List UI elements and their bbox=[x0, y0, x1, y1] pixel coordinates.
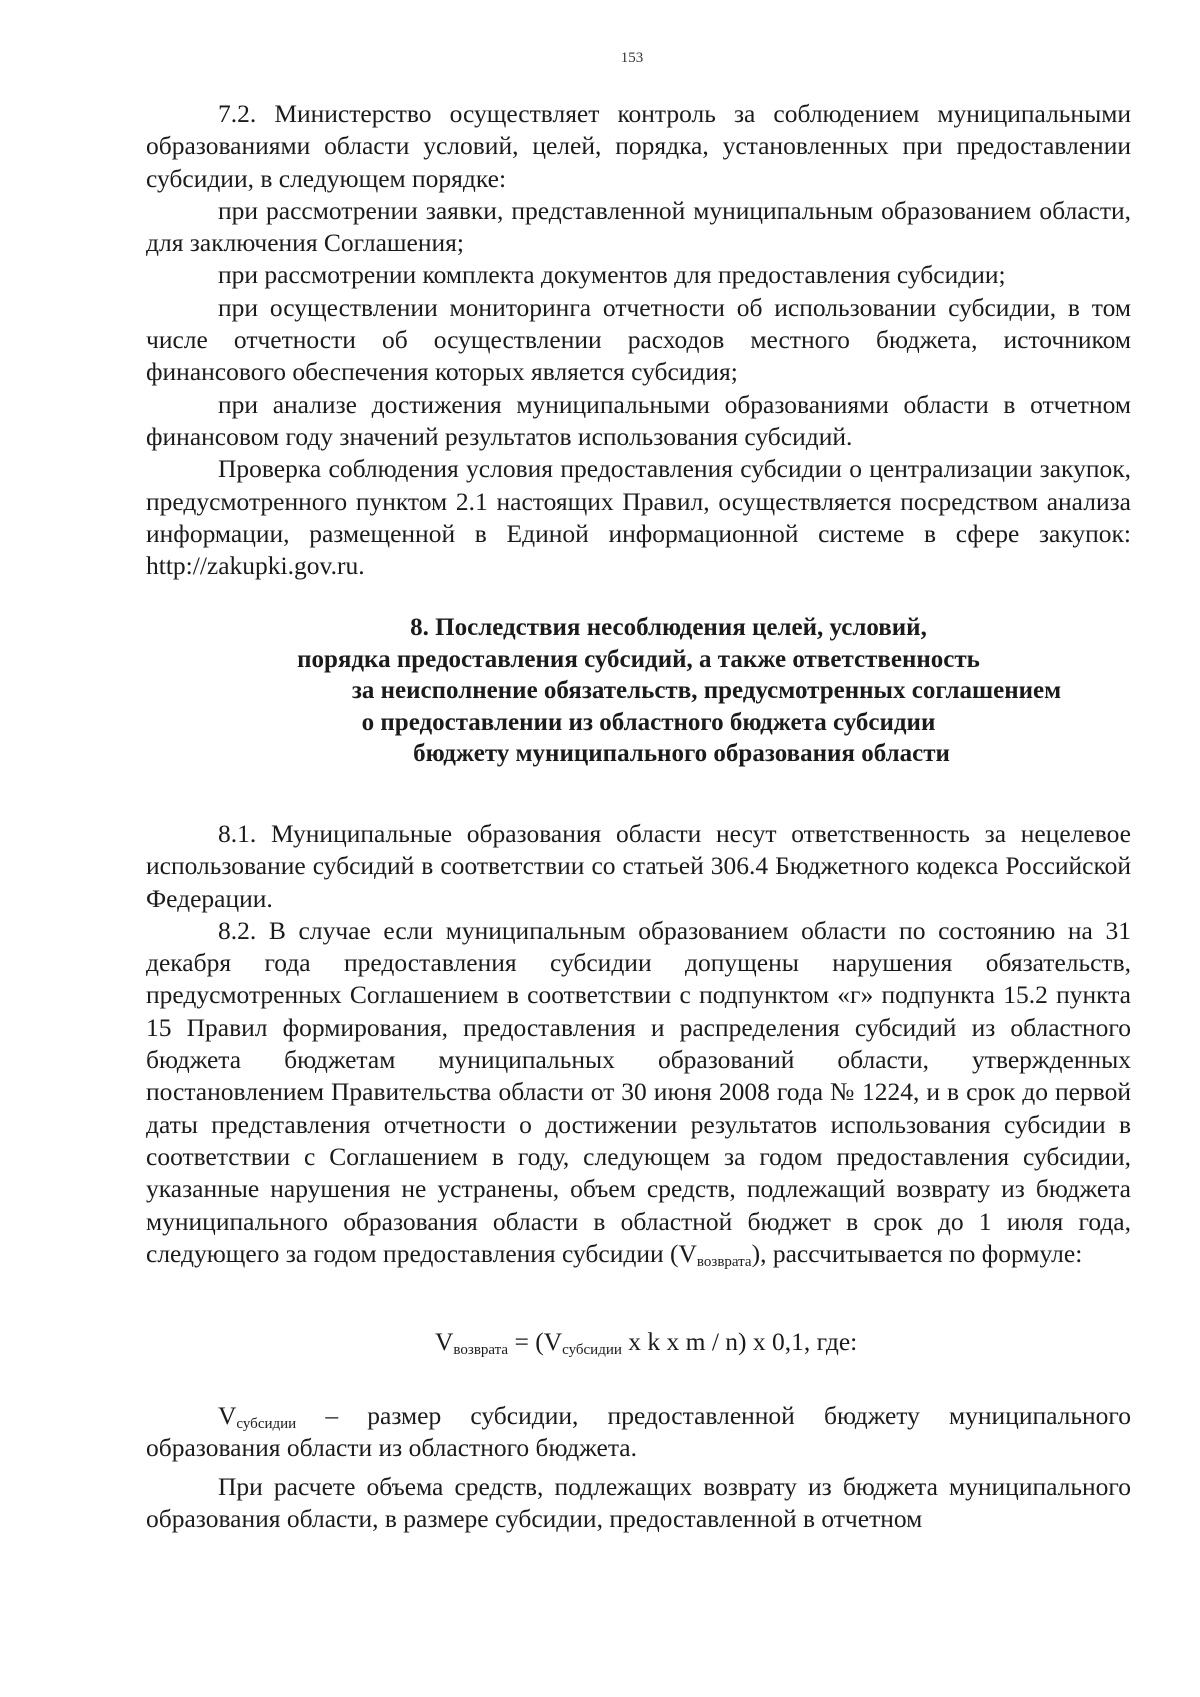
section-8-heading bbox=[146, 612, 1131, 770]
paragraph-reporting-monitoring: при осуществлении мониторинга отчетности об использовании субсидии, в том числе отчетности об осуществлении расходов местного бюджета, источником финансового обеспечения которых является субсидия; bbox=[146, 292, 1131, 387]
formula-lhs-sub: возврата bbox=[453, 1342, 509, 1358]
formula-rhs: x k x m / n) x 0,1, где: bbox=[621, 1327, 858, 1356]
definition-v-subsidii bbox=[146, 1400, 1131, 1465]
paragraph-8-1: 8.1. Муниципальные образования области несут ответственность за нецелевое использование субсидий в соответствии со статьей 306.4 Бюджетного кодекса Российской Федерации. bbox=[146, 819, 1131, 913]
formula-lhs: V bbox=[435, 1327, 454, 1356]
page-number: 153 bbox=[620, 50, 644, 66]
paragraph-7-2: 7.2. Министерство осуществляет контроль за соблюдением муниципальными образованиями области условий, целей, порядка, установленных при предоставлении субсидии, в следующем порядке: bbox=[146, 99, 1131, 193]
paragraph-application-review: при рассмотрении заявки, представленной муниципальным образованием области, для заключения Соглашения; bbox=[146, 195, 1131, 258]
heading-line: о предоставлении из областного бюджета субсидии bbox=[361, 708, 936, 736]
definition-symbol: V bbox=[218, 1401, 237, 1430]
section-8 bbox=[146, 818, 1131, 1270]
definitions bbox=[146, 1400, 1131, 1541]
paragraph-calculation: При расчете объема средств, подлежащих возврату из бюджета муниципального образования области, в размере субсидии, предоставленной в отчетном bbox=[146, 1471, 1131, 1533]
formula-mid: = (V bbox=[508, 1327, 563, 1356]
definition-text: – размер субсидии, предоставленной бюджету муниципального образования области из областного бюджета. bbox=[146, 1401, 1131, 1463]
paragraph-procurement-check: Проверка соблюдения условия предоставления субсидии о централизации закупок, предусмотренного пунктом 2.1 настоящих Правил, осуществляется посредством анализа информации, размещенной в Единой информационной системе в сфере закупок: http://zakupki.gov.ru. bbox=[146, 454, 1131, 581]
definition-symbol-sub: субсидии bbox=[236, 1416, 297, 1432]
heading-line: за неисполнение обязательств, предусмотренных соглашением bbox=[351, 677, 1062, 704]
heading-line: порядка предоставления субсидий, а также ответственность bbox=[297, 645, 980, 673]
formula-mid-sub: субсидии bbox=[562, 1342, 622, 1358]
section-7-2 bbox=[146, 98, 1131, 582]
refund-formula bbox=[435, 1326, 857, 1358]
paragraph-8-2 bbox=[146, 915, 1131, 1270]
paragraph-8-2-tail: ), рассчитывается по формуле: bbox=[751, 1238, 1083, 1268]
paragraph-8-2-text: 8.2. В случае если муниципальным образованием области по состоянию на 31 декабря года предоставления субсидии допущены нарушения обязательств, предусмотренных Соглашением в соответствии с подпунктом «г» подпункта 15.2 пункта 15 Правил формирования, предоставления и распределения субсидий из областного бюджета бюджетам муниципальных образований области, утвержденных постановлением Правительства области от 30 июня 2008 года № 1224, и в срок до первой даты представления отчетности о достижении результатов использования субсидии в соответствии с Соглашением в году, следующем за годом предоставления субсидии, указанные нарушения не устранены, объем средств, подлежащий возврату из бюджета муниципального образования области в областной бюджет в срок до 1 июля года, следующего за годом предоставления субсидии (V bbox=[146, 915, 1131, 1268]
paragraph-results-analysis: при анализе достижения муниципальными образованиями области в отчетном финансовом году значений результатов использования субсидий. bbox=[146, 389, 1131, 451]
heading-line: 8. Последствия несоблюдения целей, условий, bbox=[410, 614, 927, 641]
subscript-vozvrata: возврата bbox=[696, 1253, 752, 1270]
heading-line: бюджету муниципального образования области bbox=[413, 740, 950, 767]
paragraph-documents-review: при рассмотрении комплекта документов для предоставления субсидии; bbox=[218, 260, 1006, 290]
